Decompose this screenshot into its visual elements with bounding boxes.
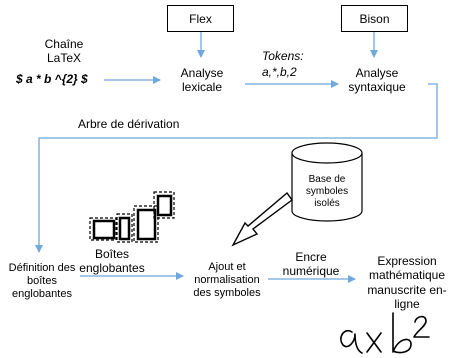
bison-label: Bison [359,11,390,26]
database-label: Base de symboles isolés [305,174,349,209]
bison-box [341,5,408,32]
analyse-lexicale-node: Analyse lexicale [180,66,224,95]
boites-englobantes-label: Boîtes englobantes [79,247,145,276]
flex-box [167,5,234,32]
handwritten-expression [341,313,429,353]
ajout-normalisation-node: Ajout et normalisation des symboles [193,261,261,300]
flex-label: Flex [189,11,212,26]
database-to-ajout-arrow [233,193,292,245]
chaine-latex-label: Chaîne LaTeX [44,37,84,66]
expression-node: Expression mathématique manuscrite en- ligne [367,254,447,312]
arrow-derivation-tree [39,84,437,252]
latex-formula: $ a * b ^{2} $ [16,72,88,86]
definition-boites-node: Définition des boîtes englobantes [8,262,76,301]
encre-numerique-label: Encre numérique [282,250,340,279]
tokens-list: a,*,b,2 [262,65,297,79]
tokens-title: Tokens: [262,49,304,63]
arbre-derivation-label: Arbre de dérivation [78,117,180,131]
bounding-boxes-illustration [90,192,174,242]
analyse-syntaxique-node: Analyse syntaxique [348,66,406,95]
